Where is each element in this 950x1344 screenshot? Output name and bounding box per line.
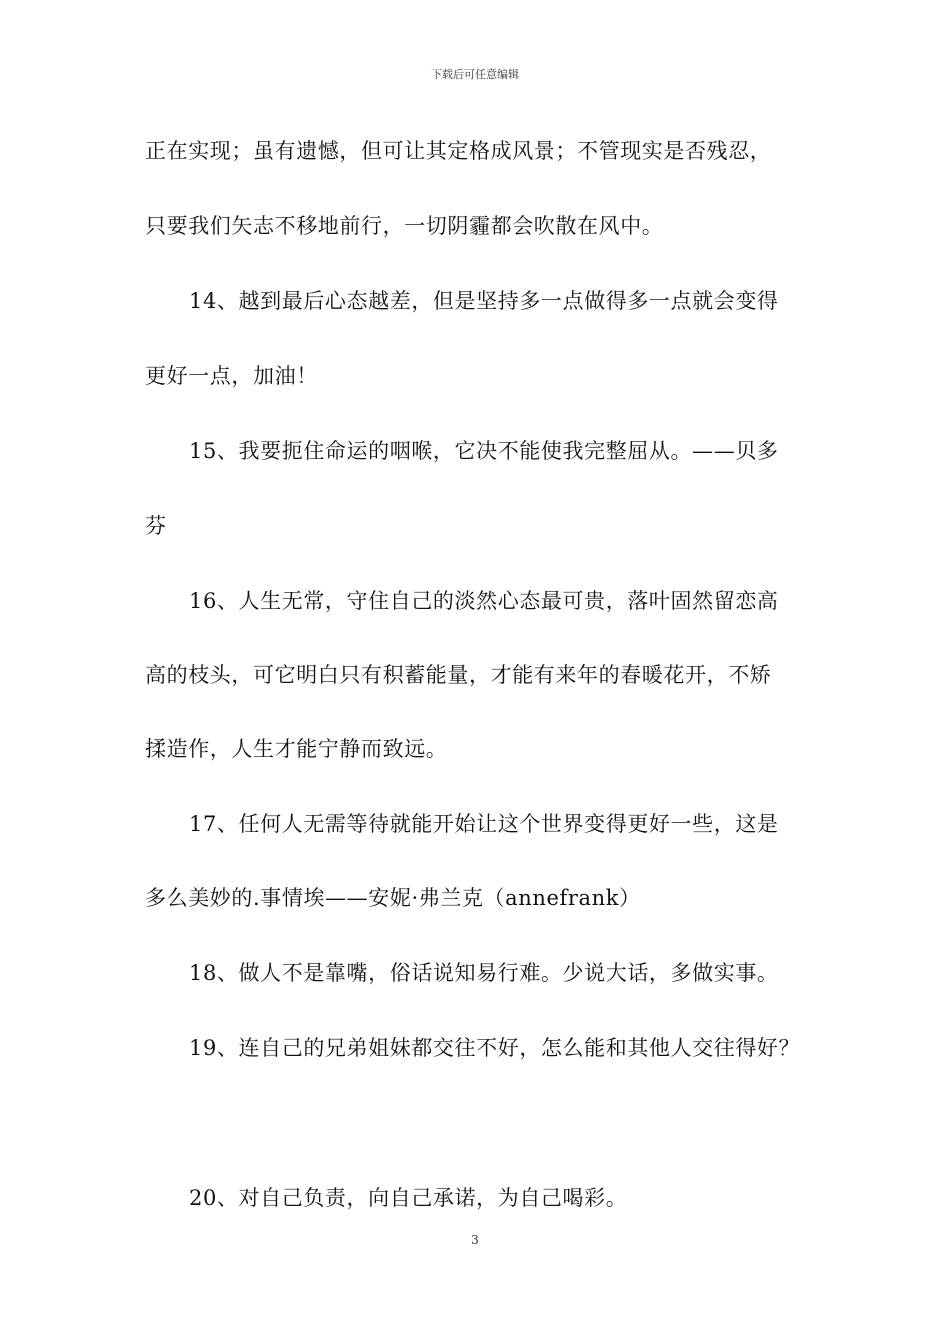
text-line: 高的枝头，可它明白只有积蓄能量，才能有来年的春暖花开，不矫: [145, 663, 772, 687]
page-number: 3: [471, 1233, 479, 1247]
text-line: 更好一点，加油！: [145, 364, 318, 388]
text-line: 16、人生无常，守住自己的淡然心态最可贵，落叶固然留恋高: [189, 589, 779, 613]
text-line: 多么美妙的.事情埃——安妮·弗兰克（annefrank）: [145, 886, 641, 910]
text-line: 19、连自己的兄弟姐妹都交往不好，怎么能和其他人交往得好？: [189, 1036, 801, 1060]
text-line: 18、做人不是靠嘴，俗话说知易行难。少说大话，多做实事。: [189, 961, 779, 985]
text-line: 只要我们矢志不移地前行，一切阴霾都会吹散在风中。: [145, 214, 664, 238]
text-line: 20、对自己负责，向自己承诺，为自己喝彩。: [189, 1186, 628, 1210]
text-line: 正在实现；虽有遗憾，但可让其定格成风景；不管现实是否残忍，: [145, 139, 772, 163]
text-line: 17、任何人无需等待就能开始让这个世界变得更好一些，这是: [189, 812, 779, 836]
text-line: 14、越到最后心态越差，但是坚持多一点做得多一点就会变得: [189, 289, 779, 313]
text-line: 芬: [145, 514, 167, 538]
page-header: 下载后可任意编辑: [431, 68, 519, 81]
text-line: 15、我要扼住命运的咽喉，它决不能使我完整屈从。——贝多: [189, 439, 779, 463]
text-line: 揉造作，人生才能宁静而致远。: [145, 737, 448, 761]
